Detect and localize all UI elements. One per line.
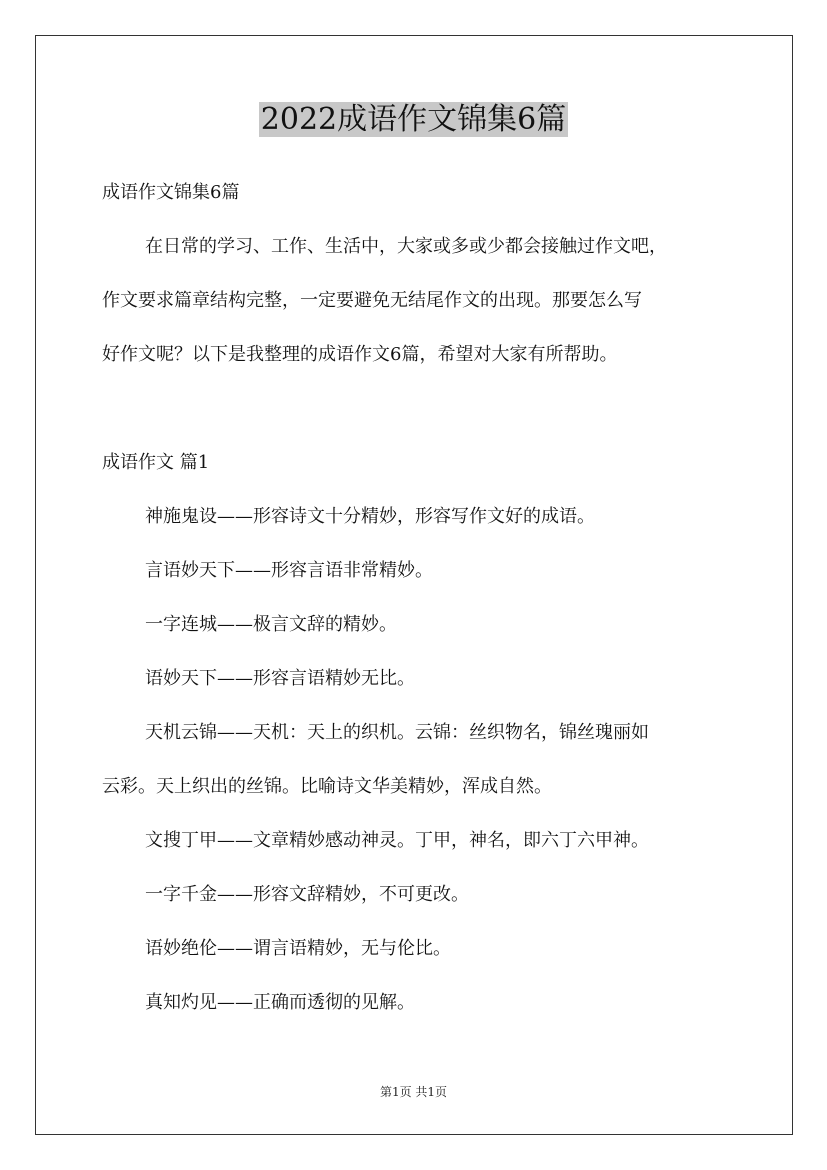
idiom-entry: 语妙绝伦——谓言语精妙，无与伦比。 [145, 938, 451, 959]
intro-line: 在日常的学习、工作、生活中，大家或多或少都会接触过作文吧， [145, 236, 667, 257]
intro-line: 作文要求篇章结构完整，一定要避免无结尾作文的出现。那要怎么写 [102, 290, 642, 311]
subtitle: 成语作文锦集6篇 [102, 182, 240, 203]
section-heading: 成语作文 篇1 [102, 452, 210, 473]
page-footer: 第1页 共1页 [379, 1085, 448, 1099]
idiom-entry: 天机云锦——天机：天上的织机。云锦：丝织物名，锦丝瑰丽如 [145, 722, 649, 743]
idiom-entry: 神施鬼设——形容诗文十分精妙，形容写作文好的成语。 [145, 506, 595, 527]
idiom-entry-continued: 云彩。天上织出的丝锦。比喻诗文华美精妙，浑成自然。 [102, 776, 552, 797]
idiom-entry: 言语妙天下——形容言语非常精妙。 [145, 560, 433, 581]
paragraph-gap [102, 382, 732, 436]
idiom-entry: 语妙天下——形容言语精妙无比。 [145, 668, 415, 689]
idiom-entry: 文搜丁甲——文章精妙感动神灵。丁甲，神名，即六丁六甲神。 [145, 830, 649, 851]
document-title [0, 100, 827, 140]
idiom-entry: 真知灼见——正确而透彻的见解。 [145, 992, 415, 1013]
intro-line: 好作文呢？以下是我整理的成语作文6篇，希望对大家有所帮助。 [102, 344, 618, 365]
idiom-entry: 一字连城——极言文辞的精妙。 [145, 614, 397, 635]
document-title-text: 2022成语作文锦集6篇 [260, 102, 567, 137]
idiom-entry: 一字千金——形容文辞精妙，不可更改。 [145, 884, 469, 905]
document-body [102, 166, 732, 1030]
